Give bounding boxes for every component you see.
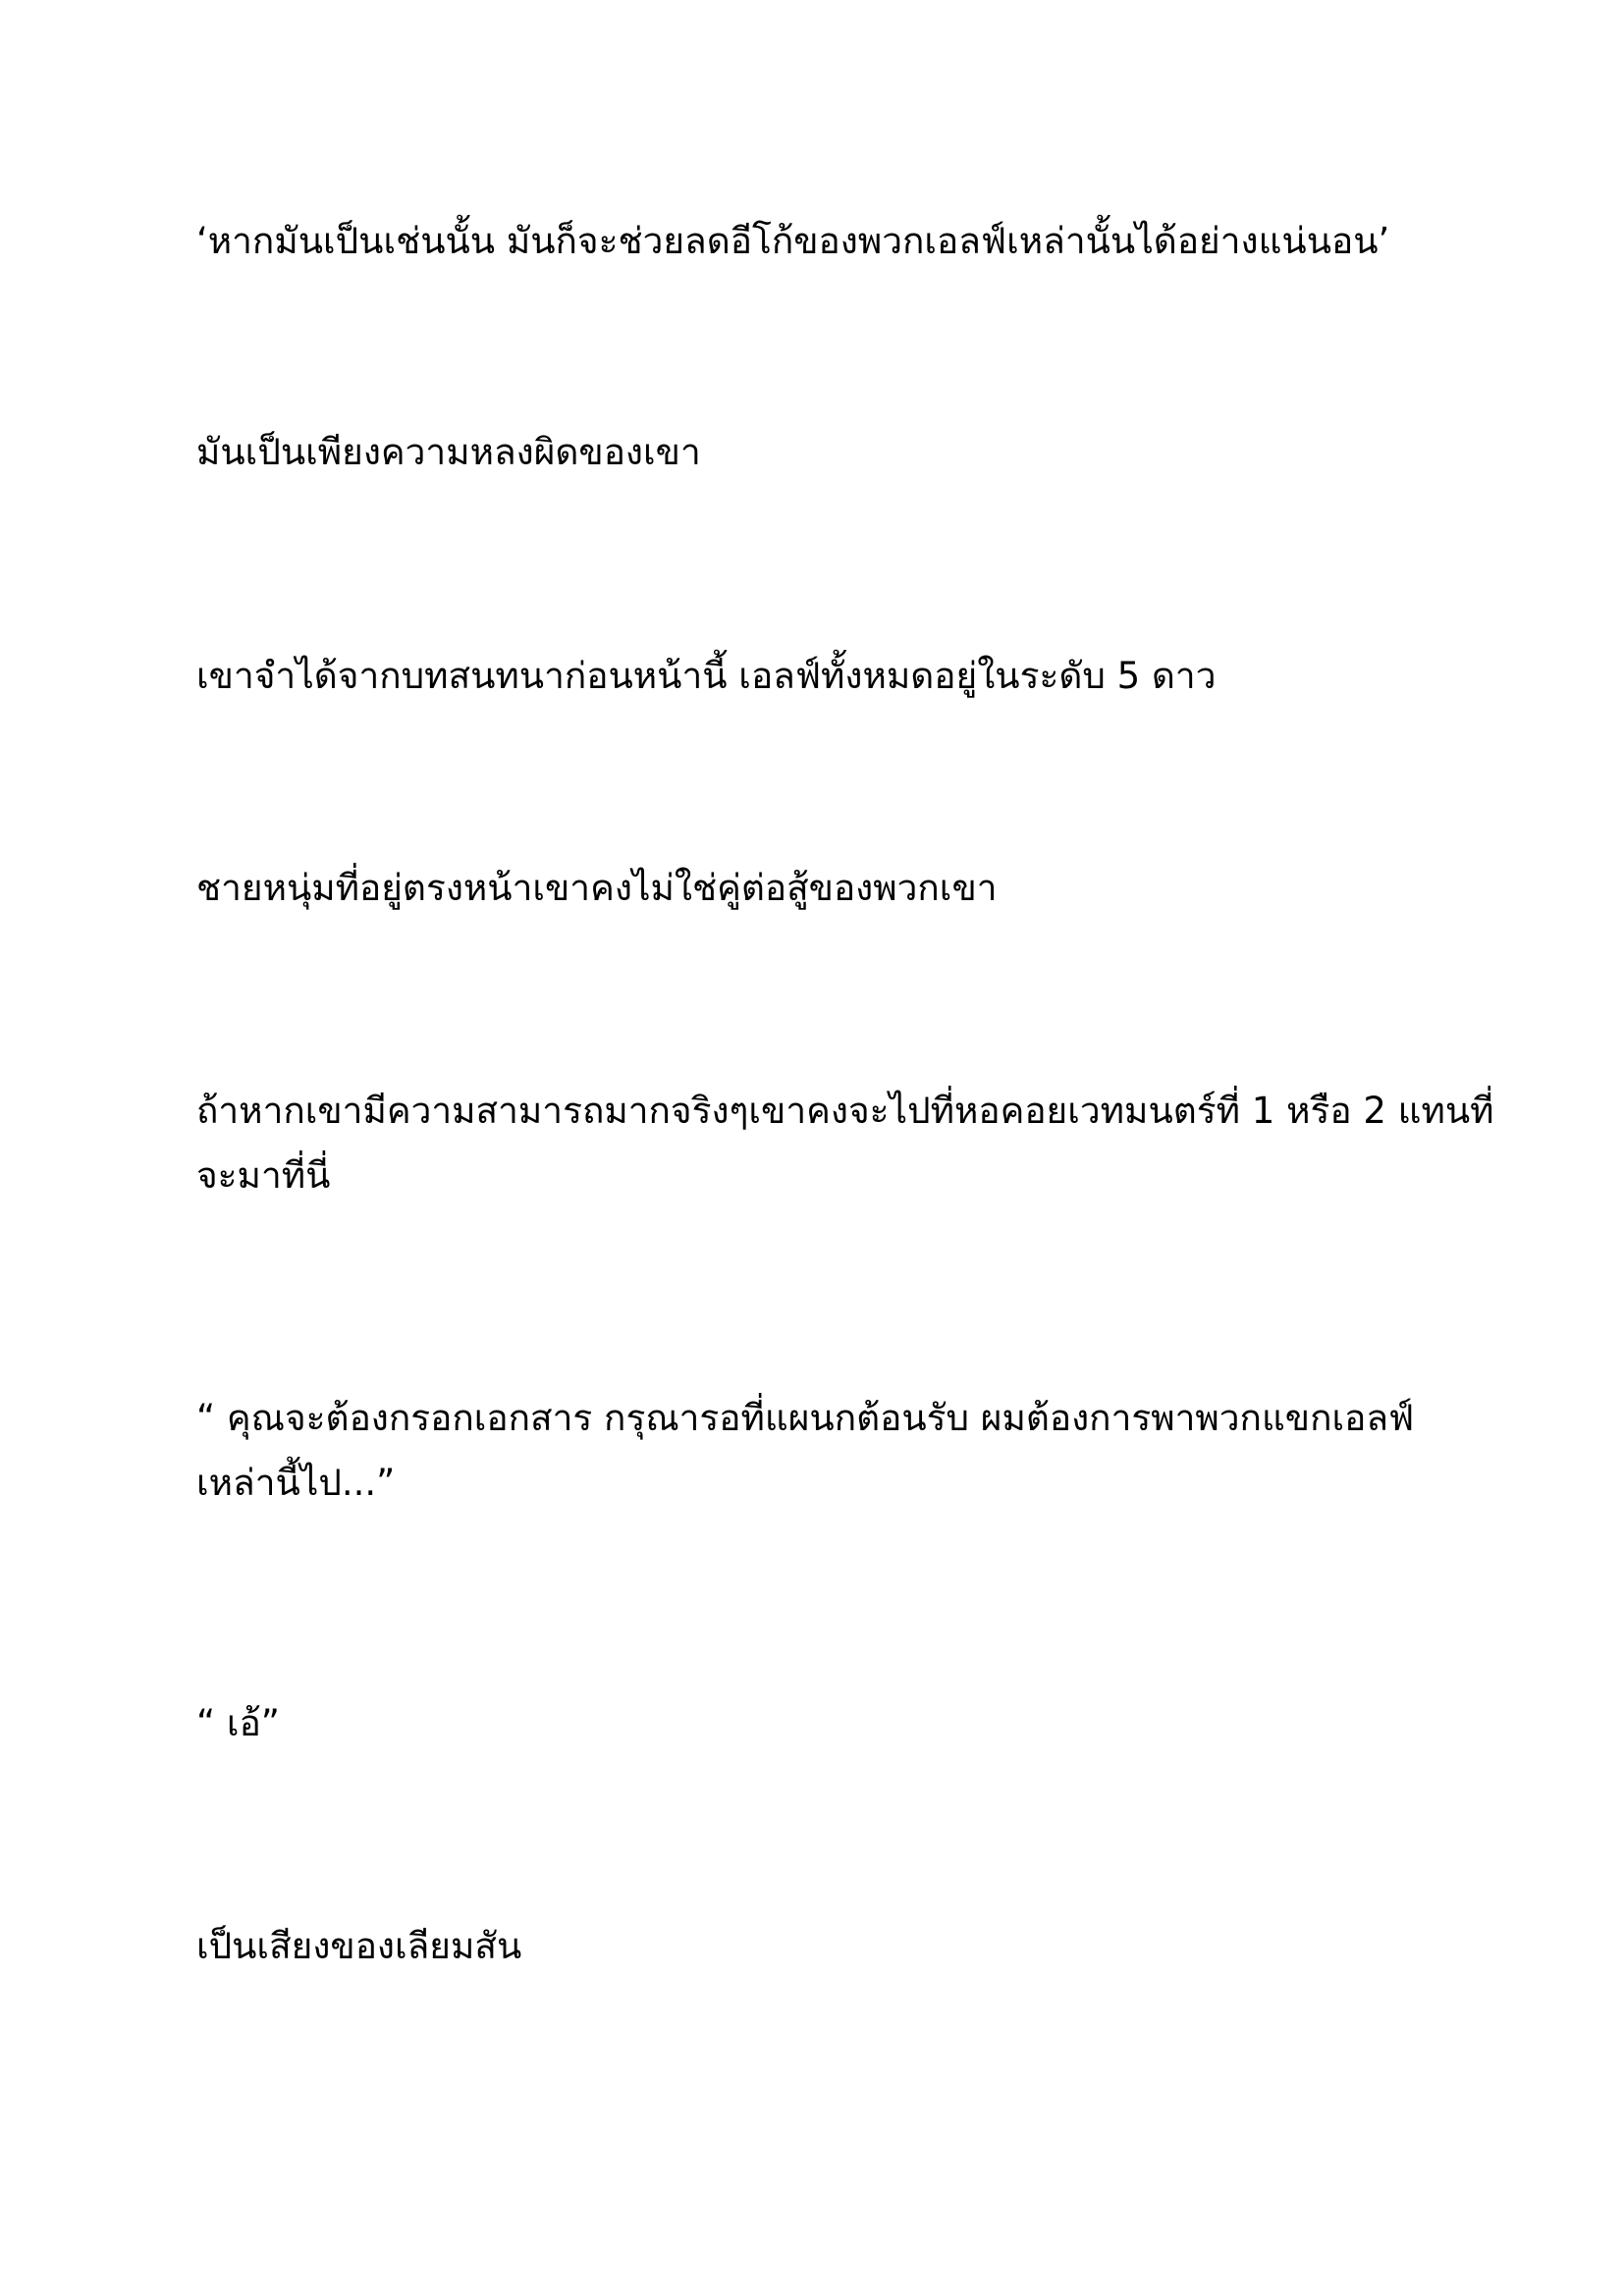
paragraph-1 bbox=[196, 209, 1434, 274]
paragraph-line: “ คุณจะต้องกรอกเอกสาร กรุณารอที่แผนกต้อนรับ ผมต้องการพาพวกแขกเอลฟ์ bbox=[196, 1397, 1415, 1439]
paragraph-7 bbox=[196, 1691, 1434, 1756]
paragraph-3 bbox=[196, 644, 1434, 709]
paragraph-5 bbox=[196, 1079, 1494, 1208]
paragraph-line: เขาจำได้จากบทสนทนาก่อนหน้านี้ เอลฟ์ทั้งหมดอยู่ในระดับ 5 ดาว bbox=[196, 655, 1217, 697]
paragraph-line: ชายหนุ่มที่อยู่ตรงหน้าเขาคงไม่ใช่คู่ต่อสู้ของพวกเขา bbox=[196, 867, 998, 909]
paragraph-line: จะมาที่นี่ bbox=[196, 1154, 331, 1197]
paragraph-line: เหล่านี้ไป...” bbox=[196, 1462, 396, 1504]
paragraph-line: ถ้าหากเขามีความสามารถมากจริงๆเขาคงจะไปที่หอคอยเวทมนตร์ที่ 1 หรือ 2 แทนที่ bbox=[196, 1090, 1494, 1132]
paragraph-line: มันเป็นเพียงความหลงผิดของเขา bbox=[196, 431, 701, 473]
paragraph-line: ‘หากมันเป็นเช่นนั้น มันก็จะช่วยลดอีโก้ของพวกเอลฟ์เหล่านั้นได้อย่างแน่นอน’ bbox=[196, 220, 1390, 262]
paragraph-6 bbox=[196, 1386, 1434, 1516]
paragraph-line: เป็นเสียงของเลียมสัน bbox=[196, 1925, 522, 1967]
paragraph-8 bbox=[196, 1914, 1434, 1979]
paragraph-2 bbox=[196, 420, 1434, 485]
paragraph-4 bbox=[196, 856, 1434, 921]
paragraph-line: “ เอ้” bbox=[196, 1702, 280, 1744]
